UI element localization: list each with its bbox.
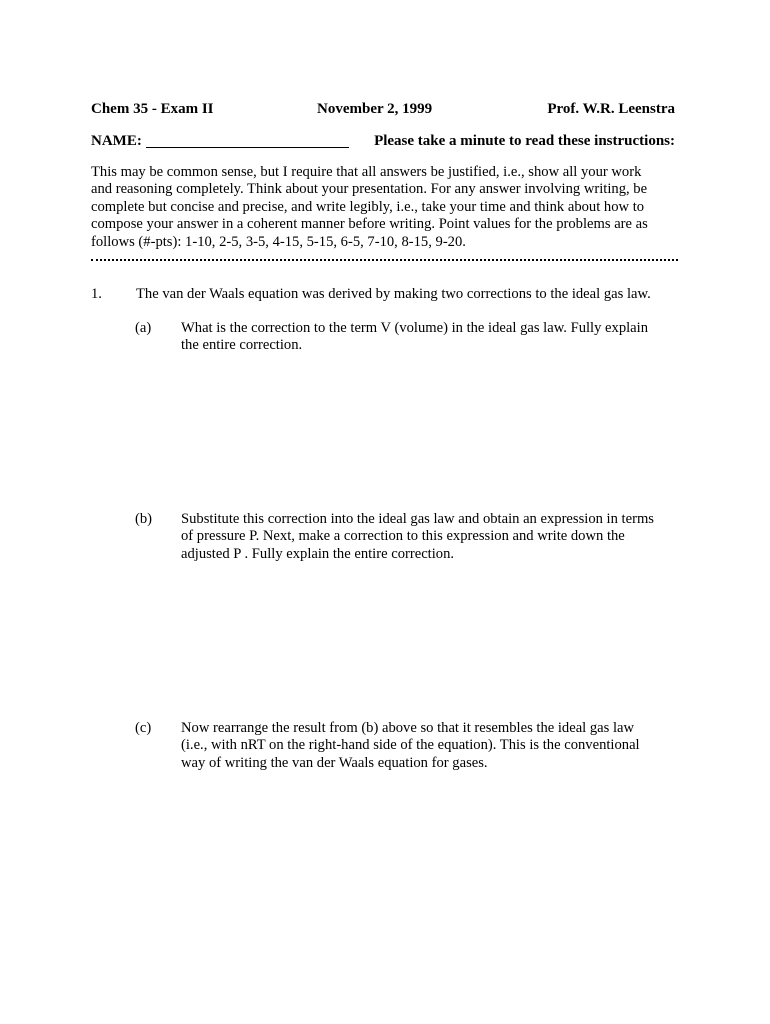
instructions-line: follows (#-pts): 1-10, 2-5, 3-5, 4-15, 5-15, 6-5, 7-10, 8-15, 9-20. bbox=[91, 233, 466, 250]
professor-name: Prof. W.R. Leenstra bbox=[547, 101, 675, 117]
instructions-line: and reasoning completely. Think about your presentation. For any answer involving writing, be bbox=[91, 181, 648, 198]
dotted-divider bbox=[91, 259, 678, 261]
part-text bbox=[181, 720, 681, 772]
part-text-line: Substitute this correction into the ideal gas law and obtain an expression in terms bbox=[181, 511, 654, 527]
instructions-line: complete but concise and precise, and write legibly, i.e., take your time and think about how to bbox=[91, 198, 645, 215]
part-letter: (b) bbox=[135, 511, 153, 527]
part-text bbox=[181, 511, 681, 563]
instructions-line: compose your answer in a coherent manner before writing. Point values for the problems are as bbox=[91, 216, 648, 233]
question-number: 1. bbox=[91, 286, 102, 302]
part-text-line: way of writing the van der Waals equation for gases. bbox=[181, 754, 488, 771]
part-text-line: adjusted P . Fully explain the entire correction. bbox=[181, 545, 455, 562]
instructions-title: Please take a minute to read these instructions: bbox=[374, 133, 675, 149]
part-text bbox=[181, 320, 681, 355]
exam-page bbox=[91, 0, 681, 1024]
part-text-line: Now rearrange the result from (b) above so that it resembles the ideal gas law bbox=[181, 720, 635, 736]
part-letter: (c) bbox=[135, 720, 152, 736]
exam-date: November 2, 1999 bbox=[317, 101, 433, 117]
part-text-line: What is the correction to the term V (volume) in the ideal gas law. Fully explain bbox=[181, 320, 649, 336]
instructions-paragraph bbox=[91, 164, 679, 251]
part-letter: (a) bbox=[135, 320, 152, 336]
course-title: Chem 35 - Exam II bbox=[91, 101, 214, 117]
part-text-line: of pressure P. Next, make a correction to this expression and write down the bbox=[181, 528, 625, 545]
name-label: NAME: bbox=[91, 133, 142, 149]
question-text: The van der Waals equation was derived by making two corrections to the ideal gas law. bbox=[136, 286, 651, 302]
name-blank-line[interactable] bbox=[146, 133, 349, 148]
instructions-line: This may be common sense, but I require that all answers be justified, i.e., show all your work bbox=[91, 164, 642, 180]
exam-header bbox=[91, 99, 675, 119]
part-text-line: (i.e., with nRT on the right-hand side of the equation). This is the conventional bbox=[181, 737, 640, 754]
name-row bbox=[91, 131, 675, 151]
part-text-line: the entire correction. bbox=[181, 337, 303, 354]
